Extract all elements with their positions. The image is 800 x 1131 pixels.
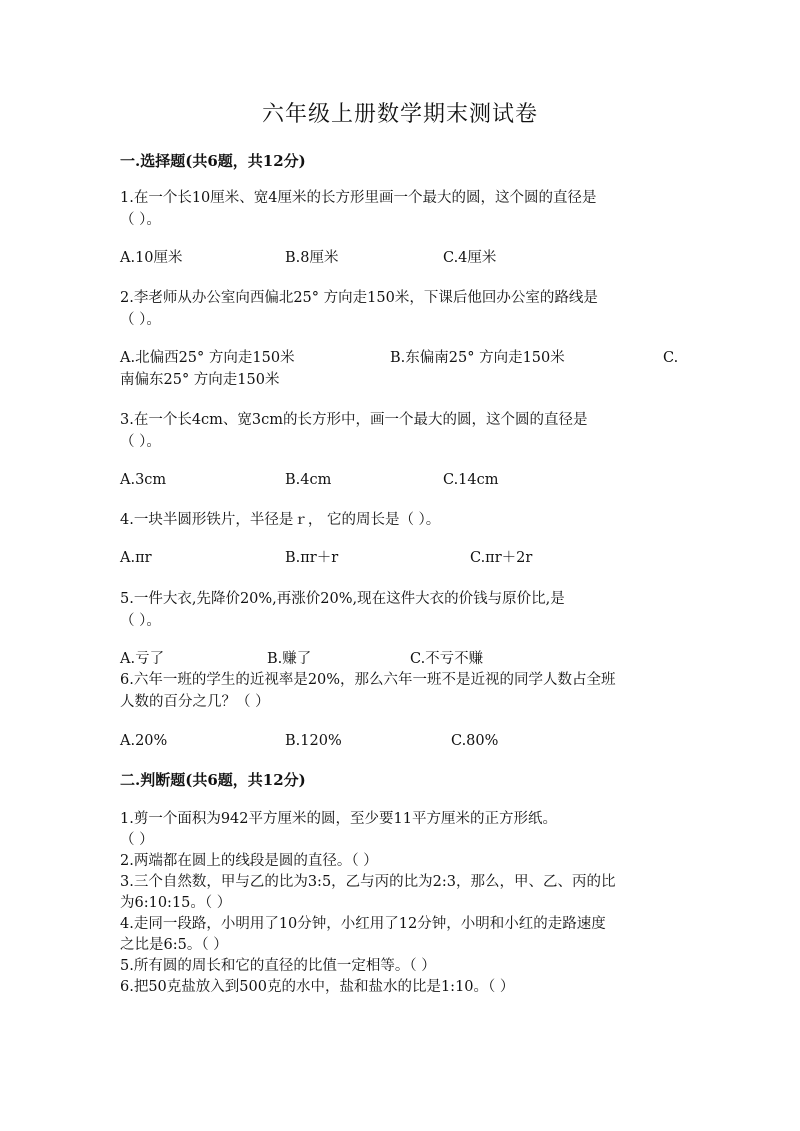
answer-blank: （ ）。	[120, 312, 161, 328]
judge-text: 2.两端都在圆上的线段是圆的直径。（ ）	[120, 853, 378, 869]
answer-blank: （ ）。	[120, 212, 161, 228]
choice-options-3	[120, 469, 680, 491]
page-title: 六年级上册数学期末测试卷	[261, 102, 538, 127]
option-a: A.北偏西25° 方向走150米	[120, 350, 295, 366]
option-c-text: 南偏东25° 方向走150米	[120, 372, 280, 388]
option-b: B.东偏南25° 方向走150米	[390, 350, 565, 366]
judge-text: 6.把50克盐放入到500克的水中，盐和盐水的比是1:10。（ ）	[120, 979, 515, 995]
judge-item-2	[120, 851, 690, 872]
question-text: 3.在一个长4cm、宽3cm的长方形中，画一个最大的圆，这个圆的直径是	[120, 412, 588, 428]
choice-options-6	[120, 730, 680, 752]
judge-text-cont: 为6:10:15。（ ）	[120, 895, 232, 911]
section-heading-choice: 一.选择题(共6题，共12分)	[120, 152, 306, 170]
judge-item-1	[120, 809, 690, 851]
question-text: 4.一块半圆形铁片，半径是ｒ， 它的周长是（ ）。	[120, 512, 441, 528]
option-b: B.4cm	[285, 472, 332, 488]
choice-question-2	[120, 287, 690, 331]
answer-blank: （ ）	[120, 832, 154, 848]
judge-text: 5.所有圆的周长和它的直径的比值一定相等。（ ）	[120, 958, 436, 974]
option-b: B.赚了	[267, 651, 312, 667]
answer-blank: 人数的百分之几？（ ）	[120, 694, 270, 710]
option-c: C.πr＋2r	[470, 550, 533, 566]
choice-question-5	[120, 588, 690, 632]
option-c: C.14cm	[443, 472, 499, 488]
judge-text: 3.三个自然数，甲与乙的比为3:5，乙与丙的比为2:3，那么，甲、乙、丙的比	[120, 874, 616, 890]
choice-question-1	[120, 187, 690, 231]
option-c: C.4厘米	[443, 250, 497, 266]
option-a: A.3cm	[120, 472, 167, 488]
choice-question-6	[120, 669, 690, 713]
option-a: A.10厘米	[120, 250, 183, 266]
judge-text: 4.走同一段路，小明用了10分钟，小红用了12分钟，小明和小红的走路速度	[120, 916, 606, 932]
option-c: C.不亏不赚	[410, 651, 484, 667]
choice-options-2	[120, 347, 680, 391]
judge-item-6	[120, 977, 690, 998]
choice-options-4	[120, 547, 680, 569]
option-c: C.80%	[451, 733, 499, 749]
option-a: A.20%	[120, 733, 168, 749]
question-text: 1.在一个长10厘米、宽4厘米的长方形里画一个最大的圆，这个圆的直径是	[120, 190, 597, 206]
option-a: A.πr	[120, 550, 152, 566]
option-b: B.πr＋r	[285, 550, 339, 566]
option-a: A.亏了	[120, 651, 165, 667]
option-c: C.	[663, 350, 679, 366]
judge-item-5	[120, 956, 690, 977]
question-text: 2.李老师从办公室向西偏北25° 方向走150米，下课后他回办公室的路线是	[120, 290, 598, 306]
judge-item-4	[120, 914, 690, 956]
judge-text-cont: 之比是6:5。（ ）	[120, 937, 228, 953]
answer-blank: （ ）。	[120, 434, 161, 450]
question-text: 6.六年一班的学生的近视率是20%，那么六年一班不是近视的同学人数占全班	[120, 672, 616, 688]
choice-options-1	[120, 247, 680, 269]
choice-question-4	[120, 509, 690, 531]
option-b: B.120%	[285, 733, 342, 749]
judge-text: 1.剪一个面积为942平方厘米的圆，至少要11平方厘米的正方形纸。	[120, 811, 557, 827]
section-heading-judge: 二.判断题(共6题，共12分)	[120, 771, 306, 789]
choice-question-3	[120, 409, 690, 453]
option-b: B.8厘米	[285, 250, 339, 266]
question-text: 5.一件大衣,先降价20%,再涨价20%,现在这件大衣的价钱与原价比,是	[120, 591, 565, 607]
answer-blank: （ ）。	[120, 613, 161, 629]
judge-item-3	[120, 872, 690, 914]
choice-options-5	[120, 648, 680, 670]
